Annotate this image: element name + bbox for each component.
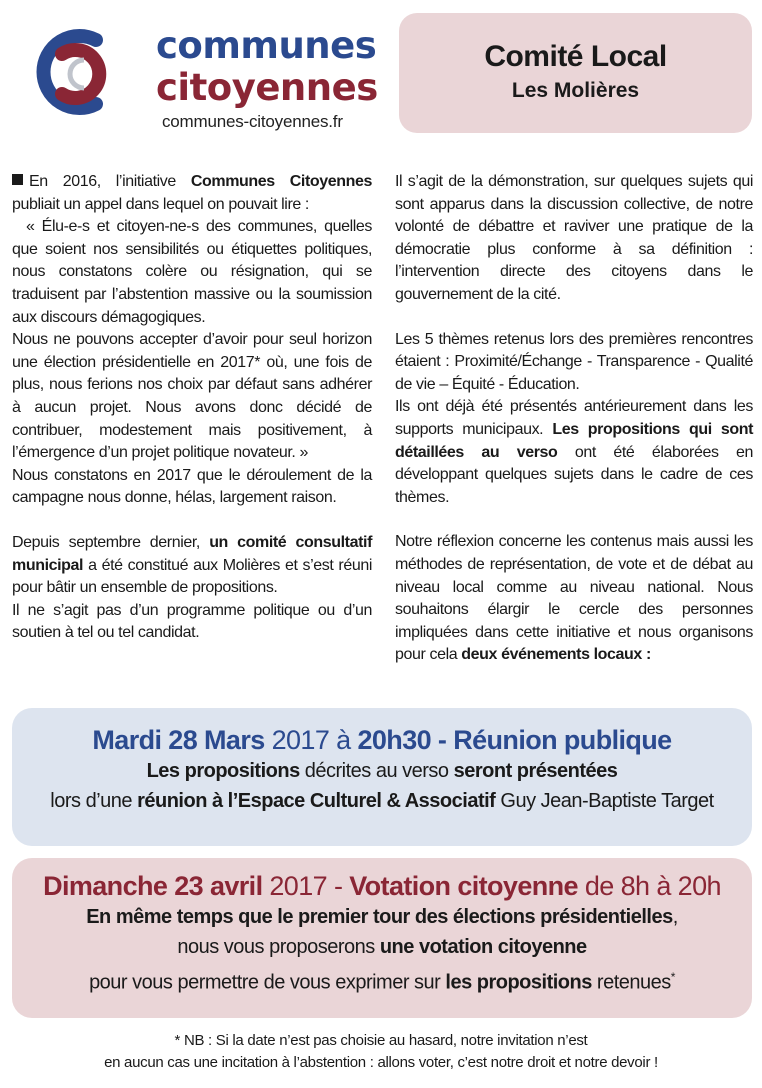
paragraph-comite: Depuis septembre dernier, un comité consultatif municipal a été constitué aux Molières et s’est réuni pour bâtir un ensemble de propositions. — [12, 533, 373, 597]
comite-title: Comité Local — [484, 40, 667, 73]
event2-title: Dimanche 23 avril 2017 - Votation citoyenne de 8h à 20h — [43, 871, 721, 901]
paragraph-themes: Les 5 thèmes retenus lors des premières rencontres étaient : Proximité/Échange - Transparence - Qualité de vie – Équité - Éducation. — [395, 330, 753, 393]
event2-line3: pour vous permettre de vous exprimer sur les propositions retenues* — [89, 970, 675, 994]
right-column — [395, 171, 753, 667]
paragraph-propositions: Ils ont déjà été présentés antérieurement dans les supports municipaux. Les propositions qui sont détaillées au verso ont été élaborées en développant quelques sujets dans le cadre de ces thèmes. — [395, 398, 754, 506]
event1-line2: lors d’une réunion à l’Espace Culturel & Associatif Guy Jean-Baptiste Target — [50, 790, 714, 812]
event-reunion-publique — [12, 708, 752, 846]
paragraph-observation: Nous constatons en 2017 que le déroulement de la campagne nous donne, hélas, largement raison. — [12, 466, 372, 507]
footnote-line2: en aucun cas une incitation à l’abstention : allons voter, c’est notre droit et notre devoir ! — [104, 1054, 658, 1071]
footnote — [0, 1030, 762, 1074]
paragraph-demonstration: Il s’agit de la démonstration, sur quelques sujets qui sont apparus dans la discussion collective, de notre volonté de débattre et raviver une pratique de la démocratie plus conforme à sa définition : l’intervention directe des citoyens dans le gouvernement de la cité. — [395, 173, 753, 303]
footnote-line1: * NB : Si la date n’est pas choisie au hasard, notre invitation n’est — [174, 1032, 588, 1049]
paragraph-intro: En 2016, l’initiative Communes Citoyennes publiait un appel dans lequel on pouvait lire : — [12, 173, 373, 213]
left-column — [12, 171, 372, 645]
logo-text-communes: communes — [156, 24, 377, 67]
square-bullet-icon — [12, 174, 23, 185]
paragraph-reflexion: Notre réflexion concerne les contenus mais aussi les méthodes de représentation, de vote et de débat au niveau local comme au niveau national. Nous souhaitons élargir le cercle des personnes impliquées dans cette initiative et nous organisons pour cela deux événements locaux : — [395, 533, 753, 664]
event1-title: Mardi 28 Mars 2017 à 20h30 - Réunion publique — [92, 725, 672, 755]
paragraph-not-program: Il ne s’agit pas d’un programme politique ou d’un soutien à tel ou tel candidat. — [12, 601, 372, 642]
logo — [22, 12, 382, 137]
event2-line1: En même temps que le premier tour des élections présidentielles, — [86, 906, 678, 928]
logo-text-citoyennes: citoyennes — [156, 66, 378, 109]
event1-line1: Les propositions décrites au verso seront présentées — [146, 760, 618, 782]
comite-local-box — [399, 13, 752, 133]
event2-line2: nous vous proposerons une votation citoyenne — [177, 936, 587, 958]
comite-subtitle: Les Molières — [511, 79, 640, 102]
paragraph-quote-2: Nous ne pouvons accepter d’avoir pour seul horizon une élection présidentielle en 2017* où, une fois de plus, nous ferions nos choix par défaut sans adhérer à aucun projet. Nous avons donc décidé de contribuer, modestement mais positivement, à l’émergence d’un projet politique novateur. » — [12, 331, 372, 462]
event-votation-citoyenne — [12, 858, 752, 1018]
logo-mark-icon — [22, 18, 134, 130]
paragraph-quote: « Élu-e-s et citoyen-ne-s des communes, quelles que soient nos sensibilités ou étiquettes politiques, nous constatons colère ou résignation, qui se traduisent par l’abstention massive ou la soumission aux discours démagogiques. — [12, 218, 372, 326]
website-url: communes-citoyennes.fr — [162, 112, 343, 131]
